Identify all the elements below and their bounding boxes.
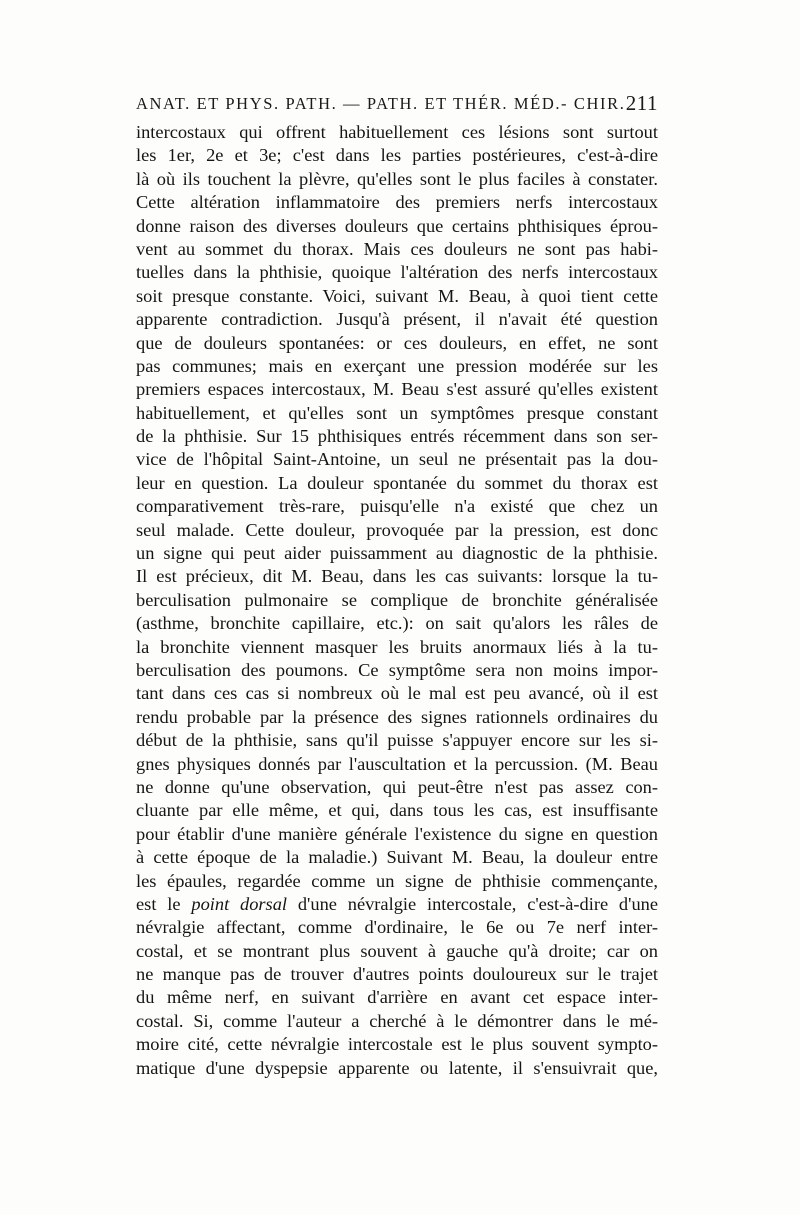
text-line: vice de l'hôpital Saint-Antoine, un seul ne présentait pas la dou- (136, 449, 658, 470)
text-line: pas communes; mais en exerçant une pression modérée sur les (136, 355, 658, 376)
text-line: apparente contradiction. Jusqu'à présent, il n'avait été question (136, 309, 658, 330)
text-line: vent au sommet du thorax. Mais ces douleurs ne sont pas habi- (136, 238, 658, 259)
text-line: (asthme, bronchite capillaire, etc.): on sait qu'alors les râles de (136, 613, 658, 634)
italic-term-point-dorsal: point dorsal (191, 893, 288, 914)
text-line: Il est précieux, dit M. Beau, dans les cas suivants: lorsque la tu- (136, 566, 658, 587)
text-line: seul malade. Cette douleur, provoquée par la pression, est donc (136, 519, 658, 540)
text-line: costal, et se montrant plus souvent à gauche qu'à droite; car on (136, 940, 658, 961)
text-line: premiers espaces intercostaux, M. Beau s'est assuré qu'elles existent (136, 379, 658, 400)
text-line: rendu probable par la présence des signes rationnels ordinaires du (136, 706, 658, 727)
text-line: début de la phthisie, sans qu'il puisse s'appuyer encore sur les si- (136, 730, 658, 751)
text-line: habituellement, et qu'elles sont un symptômes presque constant (136, 402, 658, 423)
text-line: ne manque pas de trouver d'autres points douloureux sur le trajet (136, 964, 658, 985)
running-title: ANAT. ET PHYS. PATH. — PATH. ET THÉR. MÉD.- CHIR. (136, 94, 626, 113)
text-line: les épaules, regardée comme un signe de phthisie commençante, (136, 870, 658, 891)
text-line: pour établir d'une manière générale l'existence du signe en question (136, 823, 658, 844)
text-line: un signe qui peut aider puissamment au diagnostic de la phthisie. (136, 543, 658, 564)
page-number: 211 (625, 91, 658, 115)
text-line: berculisation des poumons. Ce symptôme sera non moins impor- (136, 659, 658, 680)
text-line: de la phthisie. Sur 15 phthisiques entrés récemment dans son ser- (136, 426, 658, 447)
text-line: donne raison des diverses douleurs que certains phthisiques éprou- (136, 215, 658, 236)
text-line: que de douleurs spontanées: or ces douleurs, en effet, ne sont (136, 332, 658, 353)
text-line: soit presque constante. Voici, suivant M. Beau, à quoi tient cette (136, 285, 658, 306)
text-line: tuelles dans la phthisie, quoique l'altération des nerfs intercostaux (136, 262, 658, 283)
text-line: ne donne qu'une observation, qui peut-être n'est pas assez con- (136, 776, 658, 797)
text-line: leur en question. La douleur spontanée du sommet du thorax est (136, 472, 658, 493)
text-segment: d'une névralgie intercostale, c'est-à-dire d'une (287, 893, 658, 914)
body-text (136, 121, 658, 1080)
text-line: moire cité, cette névralgie intercostale est le plus souvent sympto- (136, 1034, 658, 1055)
text-line: là où ils touchent la plèvre, qu'elles sont le plus faciles à constater. (136, 168, 658, 189)
text-line: comparativement très-rare, puisqu'elle n'a existé que chez un (136, 496, 658, 517)
text-line: les 1er, 2e et 3e; c'est dans les parties postérieures, c'est-à-dire (136, 145, 658, 166)
text-line: costal. Si, comme l'auteur a cherché à le démontrer dans le mé- (136, 1010, 658, 1031)
text-segment: est le (136, 893, 192, 914)
text-line-point-dorsal (136, 893, 658, 916)
text-line: Cette altération inflammatoire des premiers nerfs intercostaux (136, 192, 658, 213)
text-line: cluante par elle même, et qui, dans tous les cas, est insuffisante (136, 800, 658, 821)
text-line: matique d'une dyspepsie apparente ou latente, il s'ensuivrait que, (136, 1057, 658, 1078)
text-line: berculisation pulmonaire se complique de bronchite généralisée (136, 589, 658, 610)
text-line: névralgie affectant, comme d'ordinaire, le 6e ou 7e nerf inter- (136, 917, 658, 938)
text-line: intercostaux qui offrent habituellement ces lésions sont surtout (136, 122, 658, 142)
text-line: à cette époque de la maladie.) Suivant M. Beau, la douleur entre (136, 847, 658, 868)
running-head (136, 91, 658, 115)
text-line: tant dans ces cas si nombreux où le mal est peu avancé, où il est (136, 683, 658, 704)
text-line: du même nerf, en suivant d'arrière en avant cet espace inter- (136, 987, 658, 1008)
text-line: gnes physiques donnés par l'auscultation et la percussion. (M. Beau (136, 753, 658, 774)
text-line: la bronchite viennent masquer les bruits anormaux liés à la tu- (136, 636, 658, 657)
